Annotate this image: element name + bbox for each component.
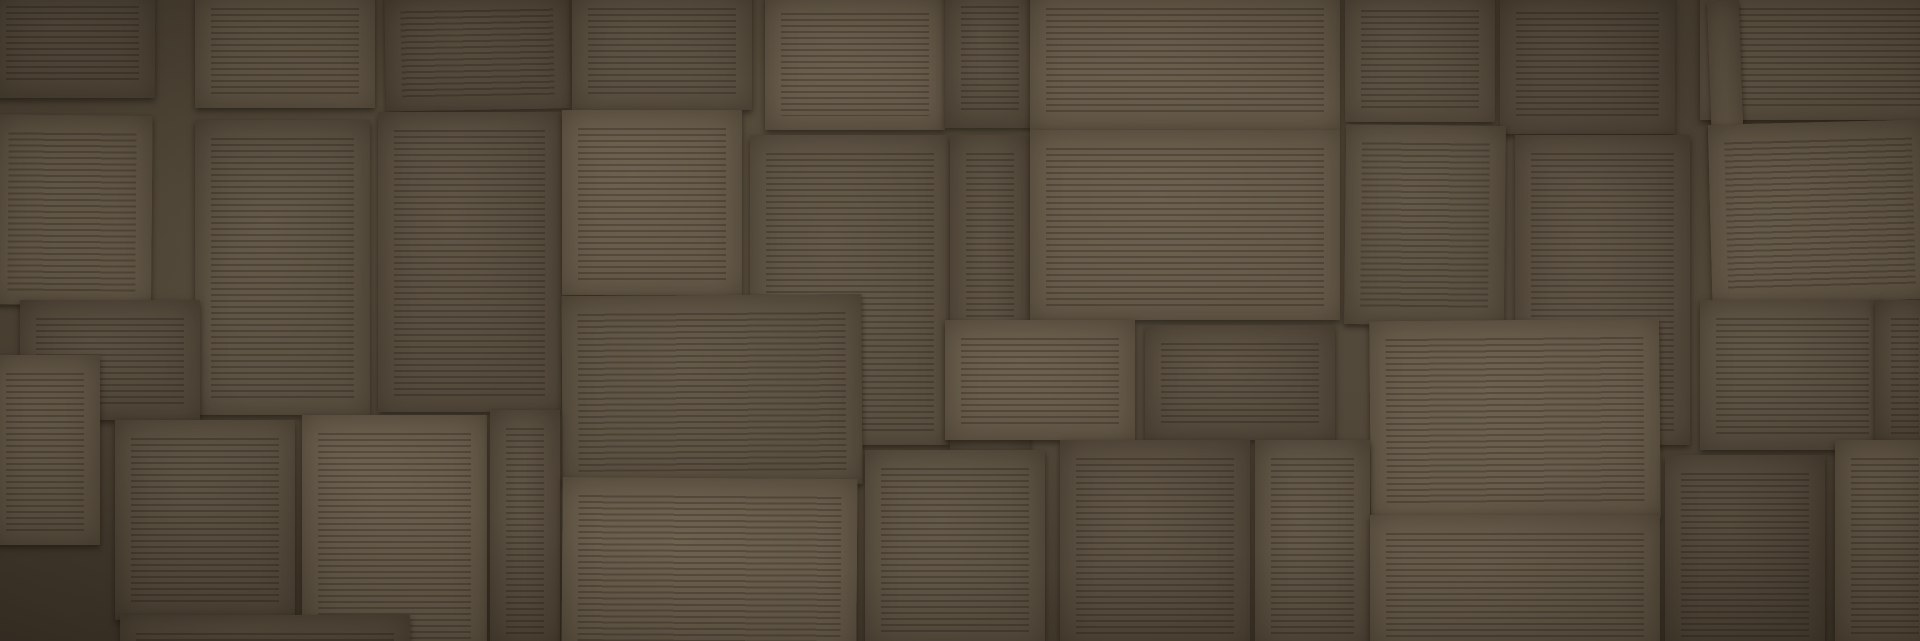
book-page — [0, 355, 100, 545]
book-page — [1835, 440, 1920, 641]
book-page — [0, 114, 153, 305]
book-page — [195, 0, 375, 108]
book-page — [0, 0, 155, 98]
book-page — [1708, 119, 1920, 305]
book-page — [562, 110, 742, 295]
book-page — [1344, 124, 1506, 326]
book-page — [1030, 130, 1340, 320]
book-page — [561, 294, 862, 486]
book-page — [561, 477, 857, 641]
book-page — [384, 0, 571, 112]
book-page — [1255, 440, 1370, 641]
book-page — [1700, 300, 1885, 450]
book-page — [1370, 515, 1660, 641]
book-page — [765, 0, 945, 130]
book-page — [302, 415, 487, 641]
book-page — [120, 615, 410, 641]
book-page — [945, 0, 1035, 128]
book-page — [378, 112, 561, 412]
book-page — [1875, 300, 1920, 450]
book-page — [1060, 440, 1250, 641]
book-page — [490, 410, 560, 641]
book-page — [195, 120, 370, 415]
book-page — [1345, 0, 1495, 122]
book-page — [572, 0, 752, 110]
book-page — [1665, 455, 1825, 641]
book-page — [1369, 319, 1661, 522]
book-page — [1030, 0, 1340, 130]
book-page — [1500, 0, 1675, 134]
book-page — [945, 320, 1135, 440]
book-page — [1145, 325, 1335, 440]
book-page — [865, 450, 1045, 641]
book-page — [115, 420, 295, 620]
